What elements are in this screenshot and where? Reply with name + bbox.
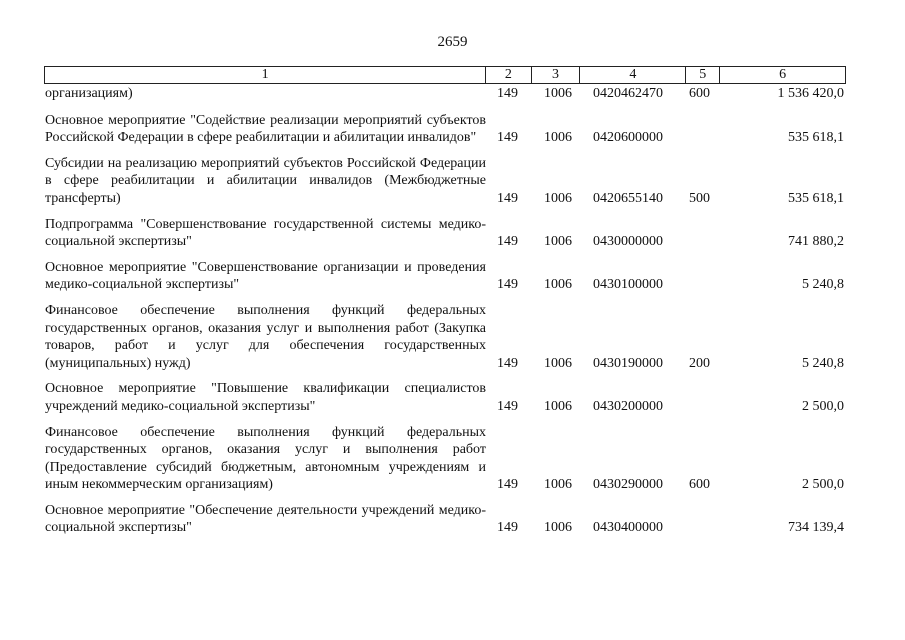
- row-expense-type: [687, 112, 720, 147]
- row-description: организациям): [45, 86, 133, 101]
- row-section-code: 1006: [544, 277, 572, 293]
- table-row: [44, 259, 846, 294]
- page-number: 2659: [437, 34, 468, 50]
- row-description: Основное мероприятие "Повышение квалификации специалистов учреждений медико-социальной экспертизы": [45, 381, 486, 414]
- row-ministry-code: 149: [497, 190, 518, 206]
- row-description: Основное мероприятие "Содействие реализации мероприятий субъектов Российской Федерации в сфере реабилитации и абилитации инвалидов": [45, 112, 486, 146]
- column-header-3: 3: [531, 67, 580, 83]
- column-header-2: 2: [485, 67, 531, 83]
- row-expense-type: [687, 380, 720, 415]
- row-ministry-code: 149: [497, 277, 518, 293]
- row-expense-type: 600: [689, 86, 710, 101]
- row-section-code: 1006: [544, 477, 572, 493]
- row-amount: 535 618,1: [788, 130, 844, 146]
- row-target-code: 0420462470: [593, 86, 663, 101]
- table-row: [44, 155, 846, 208]
- row-amount: 5 240,8: [802, 355, 844, 371]
- row-expense-type: 500: [689, 190, 710, 206]
- row-amount: 535 618,1: [788, 190, 844, 206]
- row-amount: 2 500,0: [802, 398, 844, 414]
- budget-table: [44, 66, 846, 537]
- table-row: [44, 302, 846, 372]
- row-description: Основное мероприятие "Совершенствование организации и проведения медико-социальной экспертизы": [45, 259, 486, 293]
- row-ministry-code: 149: [497, 355, 518, 371]
- column-header-4: 4: [579, 67, 685, 83]
- row-target-code: 0430290000: [593, 477, 663, 493]
- row-target-code: 0430200000: [593, 398, 663, 414]
- row-target-code: 0430000000: [593, 234, 663, 250]
- row-description: Субсидии на реализацию мероприятий субъектов Российской Федерации в сфере реабилитации и абилитации инвалидов (Межбюджетные трансферты): [45, 155, 486, 206]
- row-ministry-code: 149: [497, 398, 518, 414]
- row-ministry-code: 149: [497, 130, 518, 146]
- table-row: [44, 85, 846, 103]
- row-ministry-code: 149: [497, 477, 518, 493]
- row-description: Подпрограмма "Совершенствование государственной системы медико-социальной экспертизы": [45, 216, 486, 250]
- table-row: [44, 424, 846, 494]
- row-target-code: 0430100000: [593, 277, 663, 293]
- column-header-5: 5: [685, 67, 719, 83]
- column-header-row: [44, 66, 846, 84]
- row-target-code: 0430400000: [593, 520, 663, 536]
- table-row: [44, 502, 846, 537]
- row-ministry-code: 149: [497, 234, 518, 250]
- row-expense-type: [687, 259, 720, 294]
- row-expense-type: 600: [689, 477, 710, 493]
- table-row: [44, 380, 846, 415]
- column-header-1: 1: [261, 67, 269, 82]
- row-amount: 741 880,2: [788, 234, 844, 250]
- row-amount: 2 500,0: [802, 477, 844, 493]
- row-section-code: 1006: [544, 130, 572, 146]
- row-amount: 1 536 420,0: [777, 86, 844, 101]
- row-expense-type: 200: [689, 355, 710, 371]
- row-section-code: 1006: [544, 520, 572, 536]
- row-expense-type: [687, 216, 720, 251]
- row-target-code: 0430190000: [593, 355, 663, 371]
- row-ministry-code: 149: [497, 520, 518, 536]
- row-description: Финансовое обеспечение выполнения функций федеральных государственных органов, оказания услуг и выполнения работ (Предоставление субсидий бюджетным, автономным учреждениям и иным некоммерческим организациям): [45, 424, 486, 493]
- row-section-code: 1006: [544, 355, 572, 371]
- table-row: [44, 216, 846, 251]
- row-ministry-code: 149: [497, 86, 518, 101]
- row-amount: 734 139,4: [788, 520, 844, 536]
- row-section-code: 1006: [544, 86, 572, 101]
- row-description: Финансовое обеспечение выполнения функций федеральных государственных органов, оказания услуг и выполнения работ (Закупка товаров, работ и услуг для обеспечения государственных (муниципальных) нужд): [45, 302, 486, 371]
- table-row: [44, 112, 846, 147]
- row-expense-type: [687, 502, 720, 537]
- column-header-6: 6: [719, 67, 845, 83]
- row-amount: 5 240,8: [802, 277, 844, 293]
- row-section-code: 1006: [544, 398, 572, 414]
- row-section-code: 1006: [544, 234, 572, 250]
- row-target-code: 0420655140: [593, 190, 663, 206]
- row-description: Основное мероприятие "Обеспечение деятельности учреждений медико-социальной экспертизы": [45, 502, 486, 536]
- row-section-code: 1006: [544, 190, 572, 206]
- row-target-code: 0420600000: [593, 130, 663, 146]
